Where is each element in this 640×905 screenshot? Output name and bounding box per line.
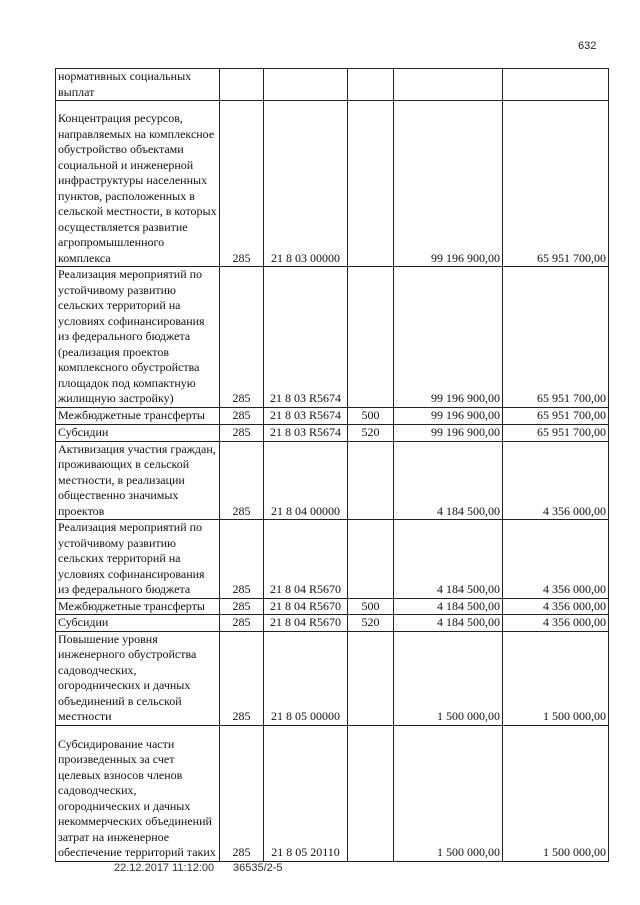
table-row bbox=[56, 598, 609, 615]
row-name: Повышение уровня инженерного обустройства садоводческих, огороднических и дачных объединений в сельской местности bbox=[56, 631, 220, 725]
row-csr: 21 8 03 R5674 bbox=[264, 267, 348, 408]
table-row bbox=[56, 69, 609, 101]
row-vr bbox=[348, 725, 394, 861]
table-row bbox=[56, 101, 609, 267]
row-sum-2019: 4 356 000,00 bbox=[503, 520, 609, 599]
row-sum-2019: 65 951 700,00 bbox=[503, 424, 609, 441]
table-row bbox=[56, 631, 609, 725]
row-csr: 21 8 03 R5674 bbox=[264, 424, 348, 441]
row-gr: 285 bbox=[220, 725, 264, 861]
table-row bbox=[56, 424, 609, 441]
row-vr bbox=[348, 101, 394, 267]
row-gr: 285 bbox=[220, 520, 264, 599]
table-row bbox=[56, 407, 609, 424]
row-csr: 21 8 04 R5670 bbox=[264, 520, 348, 599]
row-sum-2019: 65 951 700,00 bbox=[503, 407, 609, 424]
page-number: 632 bbox=[578, 40, 597, 52]
row-csr: 21 8 03 R5674 bbox=[264, 407, 348, 424]
table-row bbox=[56, 441, 609, 520]
row-csr: 21 8 04 R5670 bbox=[264, 615, 348, 632]
row-sum-2018: 4 184 500,00 bbox=[394, 441, 503, 520]
row-vr: 520 bbox=[348, 615, 394, 632]
row-sum-2018: 4 184 500,00 bbox=[394, 520, 503, 599]
row-vr: 500 bbox=[348, 598, 394, 615]
row-name: Реализация мероприятий по устойчивому развитию сельских территорий на условиях софинансирования из федерального бюджета (реализация проектов комплексного обустройства площадок под компактную жилищную застройку) bbox=[56, 267, 220, 408]
row-name: нормативных социальных выплат bbox=[56, 69, 220, 101]
row-sum-2019: 4 356 000,00 bbox=[503, 615, 609, 632]
row-gr bbox=[220, 69, 264, 101]
row-sum-2018: 4 184 500,00 bbox=[394, 598, 503, 615]
row-gr: 285 bbox=[220, 631, 264, 725]
row-vr bbox=[348, 441, 394, 520]
row-sum-2018: 99 196 900,00 bbox=[394, 407, 503, 424]
row-vr bbox=[348, 520, 394, 599]
table-row bbox=[56, 615, 609, 632]
row-csr bbox=[264, 69, 348, 101]
footer-doc-id: 36535/2-5 bbox=[233, 862, 283, 874]
row-gr: 285 bbox=[220, 598, 264, 615]
row-gr: 285 bbox=[220, 267, 264, 408]
row-sum-2018: 1 500 000,00 bbox=[394, 631, 503, 725]
row-sum-2018: 99 196 900,00 bbox=[394, 101, 503, 267]
row-sum-2018: 99 196 900,00 bbox=[394, 424, 503, 441]
row-name: Межбюджетные трансферты bbox=[56, 598, 220, 615]
footer-datetime: 22.12.2017 11:12:00 bbox=[114, 862, 215, 874]
table-row bbox=[56, 520, 609, 599]
row-sum-2019: 65 951 700,00 bbox=[503, 101, 609, 267]
row-name: Субсидии bbox=[56, 424, 220, 441]
row-vr: 500 bbox=[348, 407, 394, 424]
row-name: Реализация мероприятий по устойчивому развитию сельских территорий на условиях софинансирования из федерального бюджета bbox=[56, 520, 220, 599]
row-sum-2018: 4 184 500,00 bbox=[394, 615, 503, 632]
row-name: Субсидирование части произведенных за счет целевых взносов членов садоводческих, огороднических и дачных некоммерческих объединений затрат на инженерное обеспечение территорий таких bbox=[56, 725, 220, 861]
budget-table bbox=[55, 68, 609, 862]
row-name: Субсидии bbox=[56, 615, 220, 632]
row-sum-2019: 65 951 700,00 bbox=[503, 267, 609, 408]
table-row bbox=[56, 725, 609, 861]
row-csr: 21 8 05 20110 bbox=[264, 725, 348, 861]
row-sum-2019: 1 500 000,00 bbox=[503, 631, 609, 725]
row-vr bbox=[348, 69, 394, 101]
row-csr: 21 8 04 00000 bbox=[264, 441, 348, 520]
row-csr: 21 8 04 R5670 bbox=[264, 598, 348, 615]
row-csr: 21 8 05 00000 bbox=[264, 631, 348, 725]
row-sum-2019: 4 356 000,00 bbox=[503, 441, 609, 520]
row-gr: 285 bbox=[220, 615, 264, 632]
row-vr bbox=[348, 631, 394, 725]
row-sum-2019 bbox=[503, 69, 609, 101]
row-sum-2018: 1 500 000,00 bbox=[394, 725, 503, 861]
row-sum-2018 bbox=[394, 69, 503, 101]
row-vr: 520 bbox=[348, 424, 394, 441]
row-gr: 285 bbox=[220, 407, 264, 424]
row-gr: 285 bbox=[220, 424, 264, 441]
row-vr bbox=[348, 267, 394, 408]
row-sum-2018: 99 196 900,00 bbox=[394, 267, 503, 408]
row-name: Активизация участия граждан, проживающих в сельской местности, в реализации общественно значимых проектов bbox=[56, 441, 220, 520]
row-csr: 21 8 03 00000 bbox=[264, 101, 348, 267]
row-sum-2019: 4 356 000,00 bbox=[503, 598, 609, 615]
row-name: Межбюджетные трансферты bbox=[56, 407, 220, 424]
row-gr: 285 bbox=[220, 441, 264, 520]
row-sum-2019: 1 500 000,00 bbox=[503, 725, 609, 861]
row-name: Концентрация ресурсов, направляемых на комплексное обустройство объектами социальной и инженерной инфраструктуры населенных пунктов, расположенных в сельской местности, в которых осуществляется развитие агропромышленного комплекса bbox=[56, 101, 220, 267]
row-gr: 285 bbox=[220, 101, 264, 267]
table-row bbox=[56, 267, 609, 408]
